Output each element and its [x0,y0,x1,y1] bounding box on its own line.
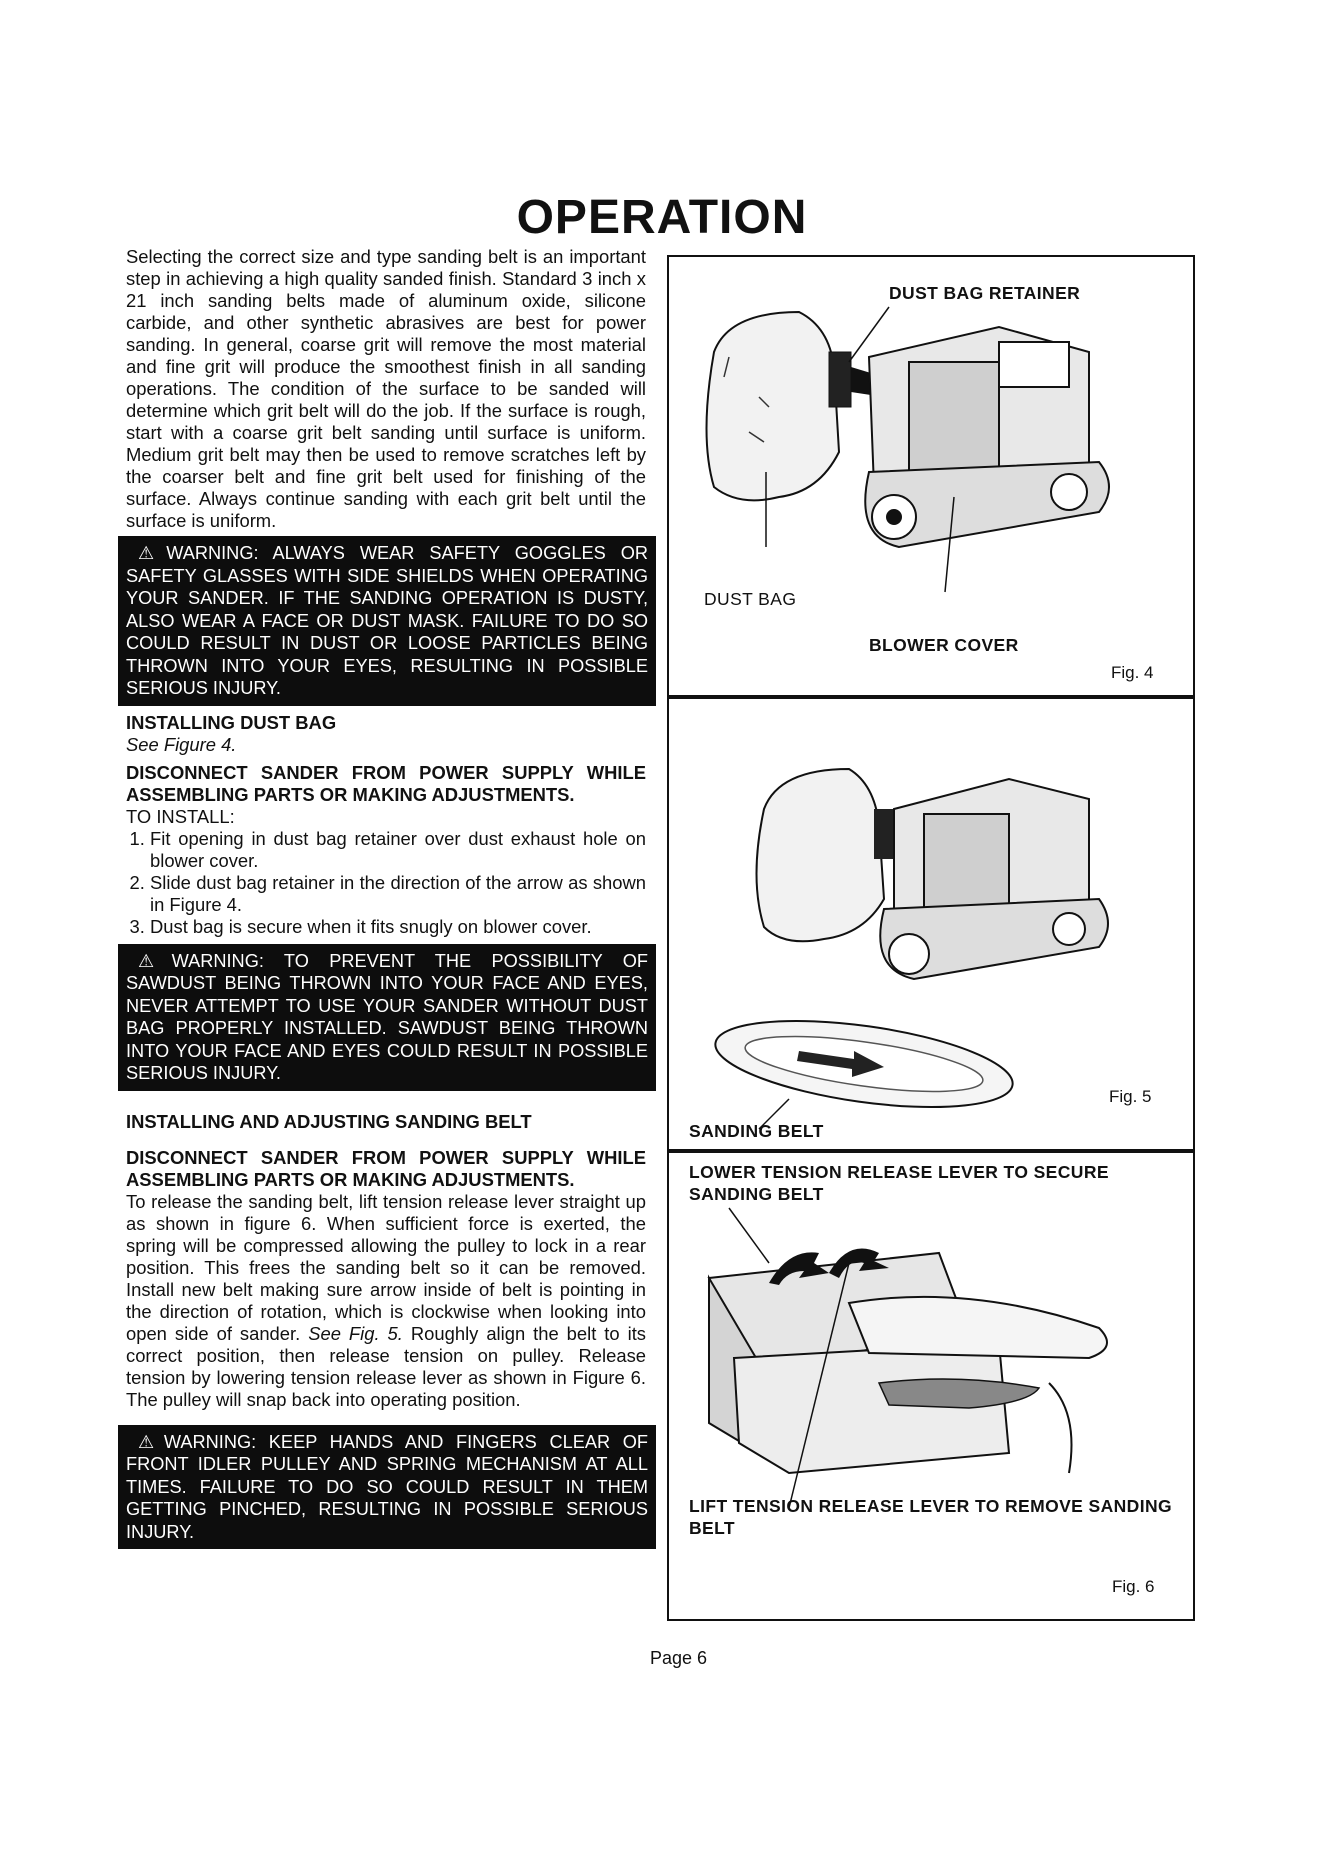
lower-lever-label: LOWER TENSION RELEASE LEVER TO SECURE SANDING BELT [689,1162,1109,1204]
warning-sawdust [118,944,656,1091]
dust-bag-disconnect: DISCONNECT SANDER FROM POWER SUPPLY WHILE ASSEMBLING PARTS OR MAKING ADJUSTMENTS. [126,761,646,805]
left-column [126,246,646,1555]
sander-with-dust-bag-illustration [669,257,1193,695]
warning-text: WARNING: KEEP HANDS AND FINGERS CLEAR OF FRONT IDLER PULLEY AND SPRING MECHANISM AT ALL TIMES. FAILURE TO DO SO COULD RESULT IN THEM GETTING PINCHED, RESULTING IN POSSIBLE SERIOUS INJURY. [126,1431,648,1542]
belt-body-part2: Roughly align the belt to its correct position, then release tension on pulley. Release tension by lowering tension release lever as shown in Figure 6. The pulley will snap back into operating position. [126,1322,647,1410]
install-step-2: 2. Slide dust bag retainer in the direction of the arrow as shown in Figure 4. [150,872,646,916]
belt-see-fig5: See Fig. 5. [308,1322,403,1344]
warning-icon [126,543,166,563]
figure-4-number: Fig. 4 [1111,663,1154,682]
sanding-belt-label: SANDING BELT [689,1121,824,1141]
figure-6 [667,1151,1195,1621]
blower-cover-label: BLOWER COVER [869,635,1019,655]
intro-paragraph: Selecting the correct size and type sanding belt is an important step in achieving a high quality sanded finish. Standard 3 inch x 21 inch sanding belts made of aluminum oxide, silicone carbide, and other synthetic abrasives are best for power sanding. In general, coarse grit will remove the most material and fine grit will produce the smoothest finish in all sanding operations. The condition of the surface to be sanded will determine which grit belt will do the job. If the surface is rough, start with a coarse grit belt sanding until surface is uniform. Medium grit belt may then be used to remove scratches left by the coarser belt and fine grit belt used for finishing of the surface. Always continue sanding with each grit belt until the surface is uniform. [126,246,646,531]
warning-text: WARNING: ALWAYS WEAR SAFETY GOGGLES OR SAFETY GLASSES WITH SIDE SHIELDS WHEN OPERATING YOUR SANDER. IF THE SANDING OPERATION IS DUSTY, ALSO WEAR A FACE OR DUST MASK. FAILURE TO DO SO COULD RESULT IN DUST OR LOOSE PARTICLES BEING THROWN INTO YOUR EYES, RESULTING IN POSSIBLE SERIOUS INJURY. [126,543,648,698]
page-title: OPERATION [516,191,808,244]
warning-text: WARNING: TO PREVENT THE POSSIBILITY OF SAWDUST BEING THROWN INTO YOUR FACE AND EYES, NEVER ATTEMPT TO USE YOUR SANDER WITHOUT DUST BAG PROPERLY INSTALLED. SAWDUST BEING THROWN INTO YOUR FACE AND EYES COULD RESULT IN POSSIBLE SERIOUS INJURY. [126,950,648,1083]
dust-bag-label: DUST BAG [704,589,797,609]
belt-disconnect: DISCONNECT SANDER FROM POWER SUPPLY WHILE ASSEMBLING PARTS OR MAKING ADJUSTMENTS. [126,1146,646,1190]
warning-safety-goggles [118,536,656,706]
warning-icon [126,1432,164,1452]
belt-heading: INSTALLING AND ADJUSTING SANDING BELT [126,1110,532,1132]
dust-bag-heading: INSTALLING DUST BAG [126,711,337,733]
warning-hands-fingers [118,1425,656,1550]
install-step-1: 1. Fit opening in dust bag retainer over dust exhaust hole on blower cover. [150,828,646,872]
lift-lever-label: LIFT TENSION RELEASE LEVER TO REMOVE SANDING BELT [689,1496,1173,1538]
page-number: Page 6 [650,1648,708,1668]
belt-body-part1: To release the sanding belt, lift tension release lever straight up as shown in figure 6. When sufficient force is exerted, the spring will be compressed allowing the pulley to lock in a rear position. This frees the sanding belt so it can be removed. Install new belt making sure arrow inside of belt is pointing in the direction of rotation, which is clockwise when looking into open side of sander. [126,1190,646,1344]
figure-6-number: Fig. 6 [1112,1577,1155,1596]
to-install-label: TO INSTALL: [126,805,235,827]
tension-lever-illustration [669,1153,1193,1619]
belt-instructions [126,1191,646,1411]
sander-and-belt-illustration [669,699,1193,1149]
figure-5 [667,697,1195,1151]
figure-5-number: Fig. 5 [1109,1087,1152,1106]
figure-4 [667,255,1195,697]
dust-bag-retainer-label: DUST BAG RETAINER [889,283,1081,303]
install-step-3: 3. Dust bag is secure when it fits snugly on blower cover. [150,916,646,938]
warning-icon [126,951,172,971]
dust-bag-see-figure: See Figure 4. [126,733,237,755]
install-steps [126,828,646,938]
